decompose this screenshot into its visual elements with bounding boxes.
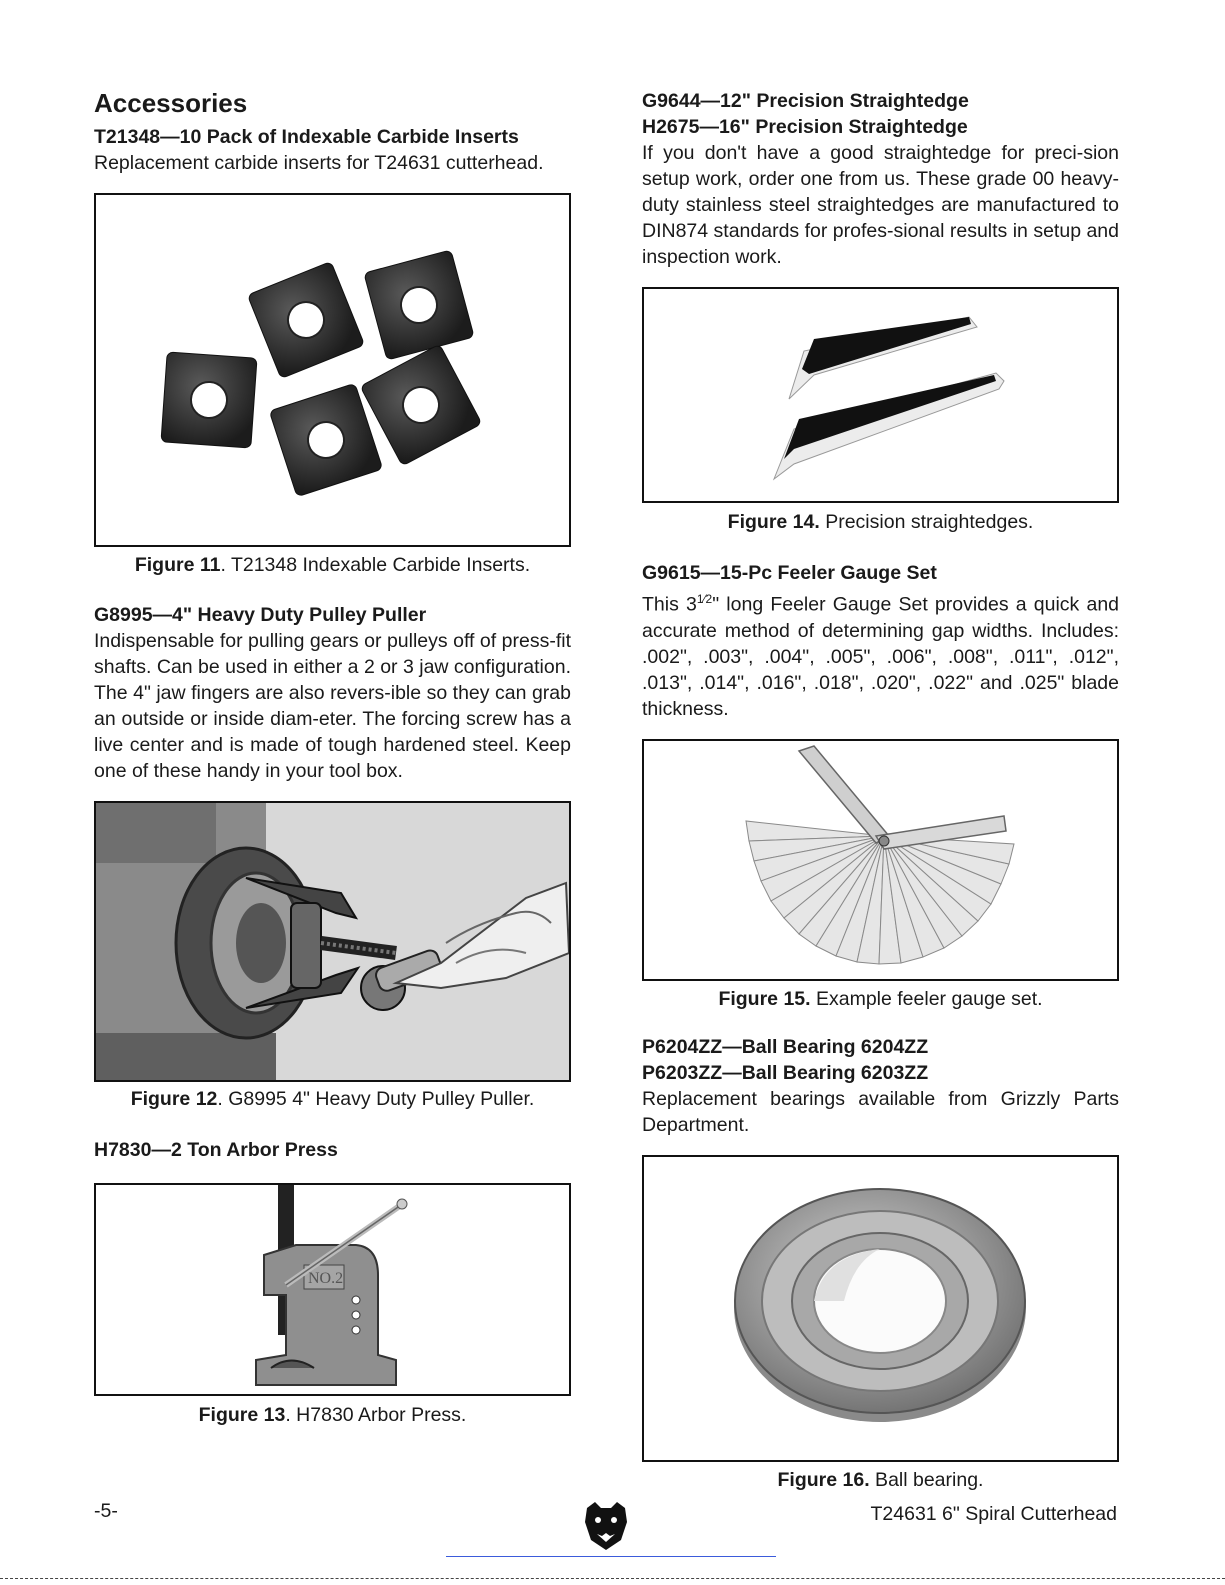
left-column bbox=[94, 88, 571, 1428]
figure-12-text: . G8995 4" Heavy Duty Pulley Puller. bbox=[217, 1088, 535, 1110]
figure-14-label: Figure 14. bbox=[727, 511, 820, 533]
feeler-fraction: 1⁄2 bbox=[696, 592, 713, 606]
figure-15-caption bbox=[642, 986, 1119, 1012]
feeler-body bbox=[642, 586, 1119, 722]
ball-bearing-image bbox=[644, 1157, 1117, 1460]
page-heading: Accessories bbox=[94, 88, 248, 118]
feeler-body-rest: " long Feeler Gauge Set provides a quick and accurate method of determining gap widths. Includes: .002", .003", .004", .005", .006", .008", .011", .012", .013", .014", .016", .018", .020", .022" and .025" blade thickness. bbox=[642, 593, 1120, 720]
inserts-body: Replacement carbide inserts for T24631 cutterhead. bbox=[94, 152, 544, 174]
figure-14-text: Precision straightedges. bbox=[819, 511, 1034, 533]
straightedges-image bbox=[644, 289, 1117, 501]
figure-11-text: . T21348 Indexable Carbide Inserts. bbox=[220, 554, 531, 576]
figure-15-label: Figure 15. bbox=[718, 987, 811, 1010]
carbide-inserts-image bbox=[96, 195, 569, 545]
press-stamp: NO.2 bbox=[308, 1270, 344, 1287]
page-bottom-rule bbox=[0, 1578, 1225, 1579]
straightedge-body: If you don't have a good straightedge for preci-sion setup work, order one from us. These grade 00 heavy-duty stainless steel straightedges are manufactured to DIN874 standards for profes-sional results in setup and inspection work. bbox=[642, 142, 1119, 268]
inserts-title: T21348—10 Pack of Indexable Carbide Inserts bbox=[94, 126, 519, 148]
straightedge-title-16: H2675—16" Precision Straightedge bbox=[642, 116, 968, 138]
feeler-gauge-image bbox=[644, 741, 1117, 979]
figure-16-frame bbox=[642, 1155, 1119, 1462]
figure-14-frame bbox=[642, 287, 1119, 503]
figure-11-caption bbox=[94, 552, 571, 578]
bearing-title-6204: P6204ZZ—Ball Bearing 6204ZZ bbox=[642, 1035, 929, 1058]
bearing-body: Replacement bearings available from Grizzly Parts Department. bbox=[642, 1087, 1119, 1136]
figure-16-caption bbox=[642, 1467, 1119, 1493]
figure-12-frame bbox=[94, 801, 571, 1082]
figure-11-frame bbox=[94, 193, 571, 547]
figure-15-frame bbox=[642, 739, 1119, 981]
arbor-press-image bbox=[96, 1185, 569, 1394]
bearing-title-6203: P6203ZZ—Ball Bearing 6203ZZ bbox=[642, 1061, 929, 1084]
right-column bbox=[642, 88, 1119, 1493]
figure-15-text: Example feeler gauge set. bbox=[810, 987, 1043, 1010]
straightedge-title-12: G9644—12" Precision Straightedge bbox=[642, 90, 969, 112]
figure-12-caption bbox=[94, 1086, 571, 1112]
figure-13-frame bbox=[94, 1183, 571, 1396]
figure-13-caption bbox=[94, 1402, 571, 1428]
figure-12-label: Figure 12 bbox=[130, 1088, 218, 1110]
feeler-title: G9615—15-Pc Feeler Gauge Set bbox=[642, 562, 937, 584]
figure-14-caption bbox=[642, 509, 1119, 535]
figure-11-label: Figure 11 bbox=[134, 554, 221, 576]
figure-16-text: Ball bearing. bbox=[869, 1468, 984, 1491]
bear-head-icon bbox=[583, 1500, 629, 1552]
puller-body: Indispensable for pulling gears or pulleys off of press-fit shafts. Can be used in either a 2 or 3 jaw configuration. The 4" jaw fingers are also revers-ible so they can grab an outside or inside diam-eter. The forcing screw has a live center and is made of tough hardened steel. Keep one of these handy in your tool box. bbox=[94, 630, 571, 782]
press-title: H7830—2 Ton Arbor Press bbox=[94, 1139, 338, 1161]
figure-13-label: Figure 13 bbox=[198, 1404, 286, 1426]
page-number: -5- bbox=[94, 1500, 118, 1522]
document-title: T24631 6" Spiral Cutterhead bbox=[870, 1503, 1117, 1525]
figure-13-text: . H7830 Arbor Press. bbox=[285, 1404, 467, 1426]
puller-title: G8995—4" Heavy Duty Pulley Puller bbox=[94, 604, 427, 626]
feeler-body-start: This 3 bbox=[642, 593, 697, 616]
pulley-puller-image bbox=[96, 803, 569, 1080]
figure-16-label: Figure 16. bbox=[777, 1468, 870, 1491]
footer-link-underline bbox=[446, 1556, 776, 1557]
